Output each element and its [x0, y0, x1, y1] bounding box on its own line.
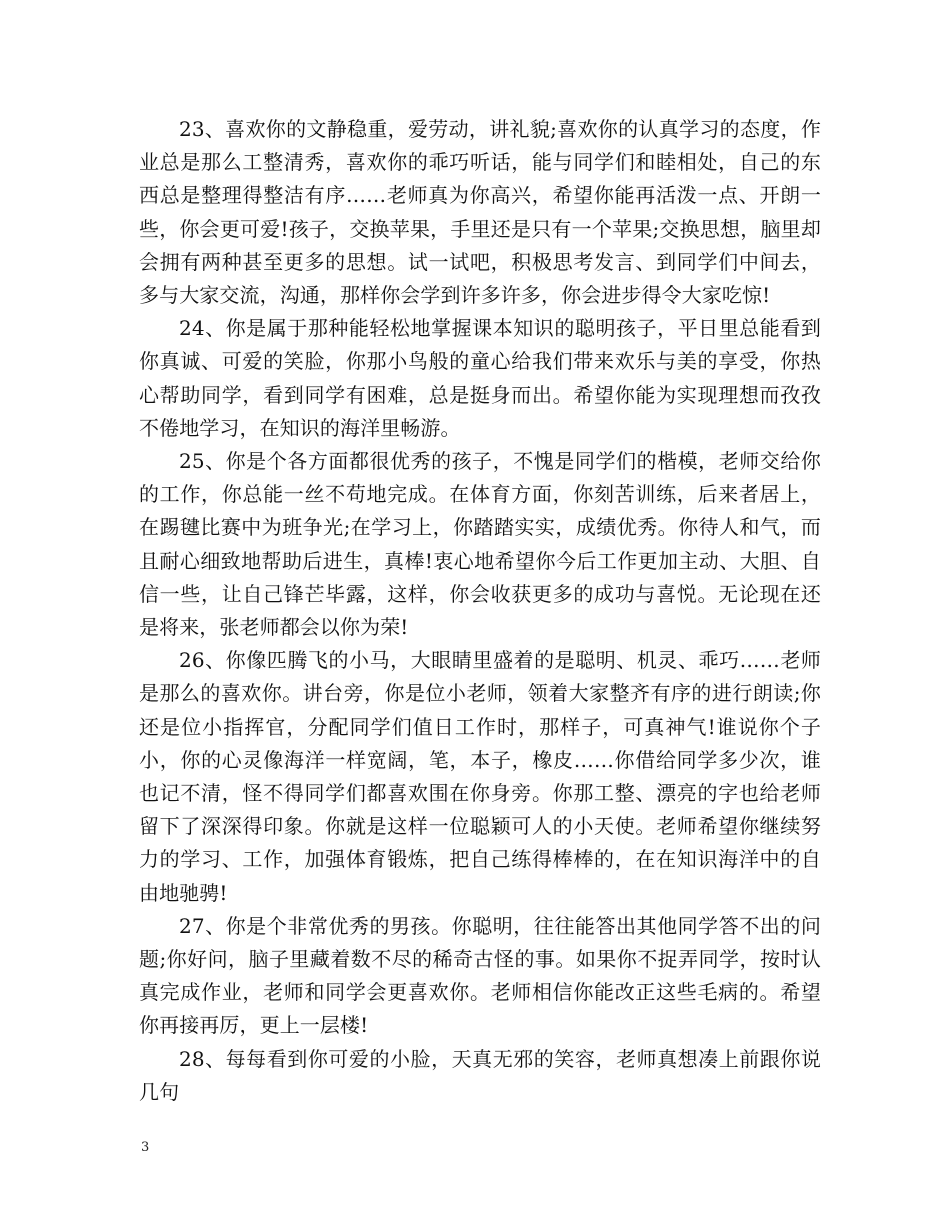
paragraph-28: 28、每每看到你可爱的小脸，天真无邪的笑容，老师真想凑上前跟你说几句 [139, 1046, 821, 1104]
paragraph-25: 25、你是个各方面都很优秀的孩子，不愧是同学们的楷模，老师交给你的工作，你总能一丝不苟地完成。在体育方面，你刻苦训练，后来者居上，在踢毽比赛中为班争光;在学习上，你踏踏实实，成绩优秀。你待人和气，而且耐心细致地帮助后进生，真棒!衷心地希望你今后工作更加主动、大胆、自信一些，让自己锋芒毕露，这样，你会收获更多的成功与喜悦。无论现在还是将来，张老师都会以你为荣! [139, 449, 821, 640]
paragraph-23: 23、喜欢你的文静稳重，爱劳动，讲礼貌;喜欢你的认真学习的态度，作业总是那么工整清秀，喜欢你的乖巧听话，能与同学们和睦相处，自己的东西总是整理得整洁有序……老师真为你高兴，希望你能再活泼一点、开朗一些，你会更可爱!孩子，交换苹果，手里还是只有一个苹果;交换思想，脑里却会拥有两种甚至更多的思想。试一试吧，积极思考发言、到同学们中间去，多与大家交流，沟通，那样你会学到许多许多，你会进步得令大家吃惊! [139, 117, 821, 308]
page-number: 3 [141, 1140, 150, 1155]
paragraph-24: 24、你是属于那种能轻松地掌握课本知识的聪明孩子，平日里总能看到你真诚、可爱的笑脸，你那小鸟般的童心给我们带来欢乐与美的享受，你热心帮助同学，看到同学有困难，总是挺身而出。希望你能为实现理想而孜孜不倦地学习，在知识的海洋里畅游。 [139, 316, 821, 440]
document-body [139, 113, 821, 1109]
paragraph-27: 27、你是个非常优秀的男孩。你聪明，往往能答出其他同学答不出的问题;你好问，脑子里藏着数不尽的稀奇古怪的事。如果你不捉弄同学，按时认真完成作业，老师和同学会更喜欢你。老师相信你能改正这些毛病的。希望你再接再厉，更上一层楼! [139, 913, 821, 1038]
paragraph-26: 26、你像匹腾飞的小马，大眼睛里盛着的是聪明、机灵、乖巧……老师是那么的喜欢你。讲台旁，你是位小老师，领着大家整齐有序的进行朗读;你还是位小指挥官，分配同学们值日工作时，那样子，可真神气!谁说你个子小，你的心灵像海洋一样宽阔，笔，本子，橡皮……你借给同学多少次，谁也记不清，怪不得同学们都喜欢围在你身旁。你那工整、漂亮的字也给老师留下了深深得印象。你就是这样一位聪颖可人的小天使。老师希望你继续努力的学习、工作，加强体育锻炼，把自己练得棒棒的，在在知识海洋中的自由地驰骋! [139, 648, 821, 905]
